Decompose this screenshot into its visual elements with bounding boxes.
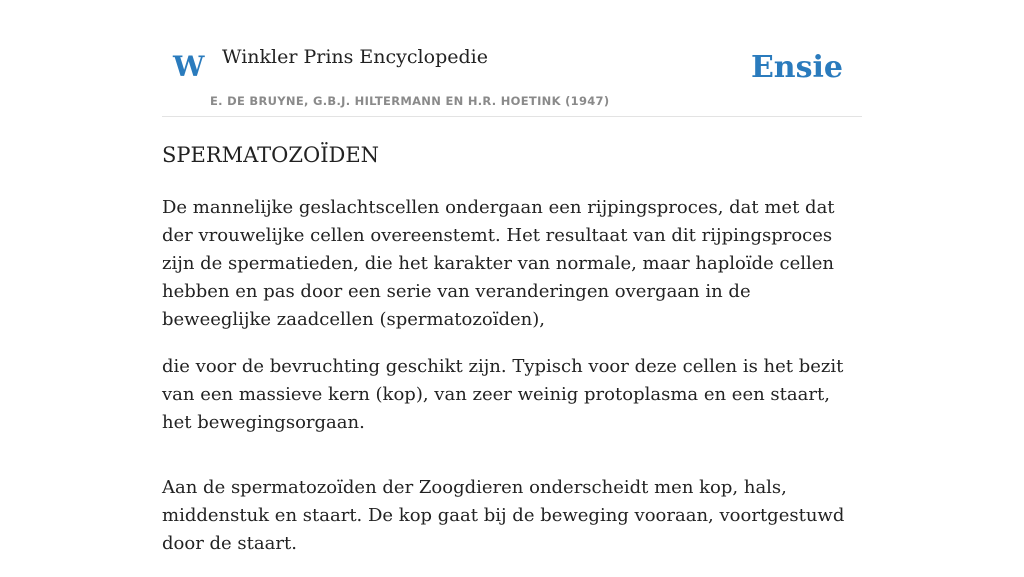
article-paragraph: De mannelijke geslachtscellen ondergaan een rijpingsproces, dat met dat der vrouwelijke cellen overeenstemt. Het resultaat van dit rijpingsproces zijn de spermatieden, die het karakter van normale, maar haploïde cellen hebben en pas door een serie van veranderingen overgaan in de beweeglijke zaadcellen (spermatozoïden), xyxy=(162,197,835,330)
header xyxy=(162,0,862,117)
publication-title[interactable]: Winkler Prins Encyclopedie xyxy=(222,46,488,68)
article xyxy=(162,140,862,577)
brand-logo[interactable]: Ensie xyxy=(750,50,843,85)
article-paragraph: Aan de spermatozoïden der Zoogdieren onderscheidt men kop, hals, middenstuk en staart. De kop gaat bij de beweging vooraan, voortgestuwd door de staart. xyxy=(162,477,845,554)
publication-logo[interactable]: W xyxy=(173,50,205,83)
publication-authors: E. DE BRUYNE, G.B.J. HILTERMANN EN H.R. HOETINK (1947) xyxy=(210,94,610,108)
article-title: SPERMATOZOÏDEN xyxy=(162,143,380,167)
article-paragraph: die voor de bevruchting geschikt zijn. Typisch voor deze cellen is het bezit van een massieve kern (kop), van zeer weinig protoplasma en een staart, het bewegingsorgaan. xyxy=(162,356,844,433)
